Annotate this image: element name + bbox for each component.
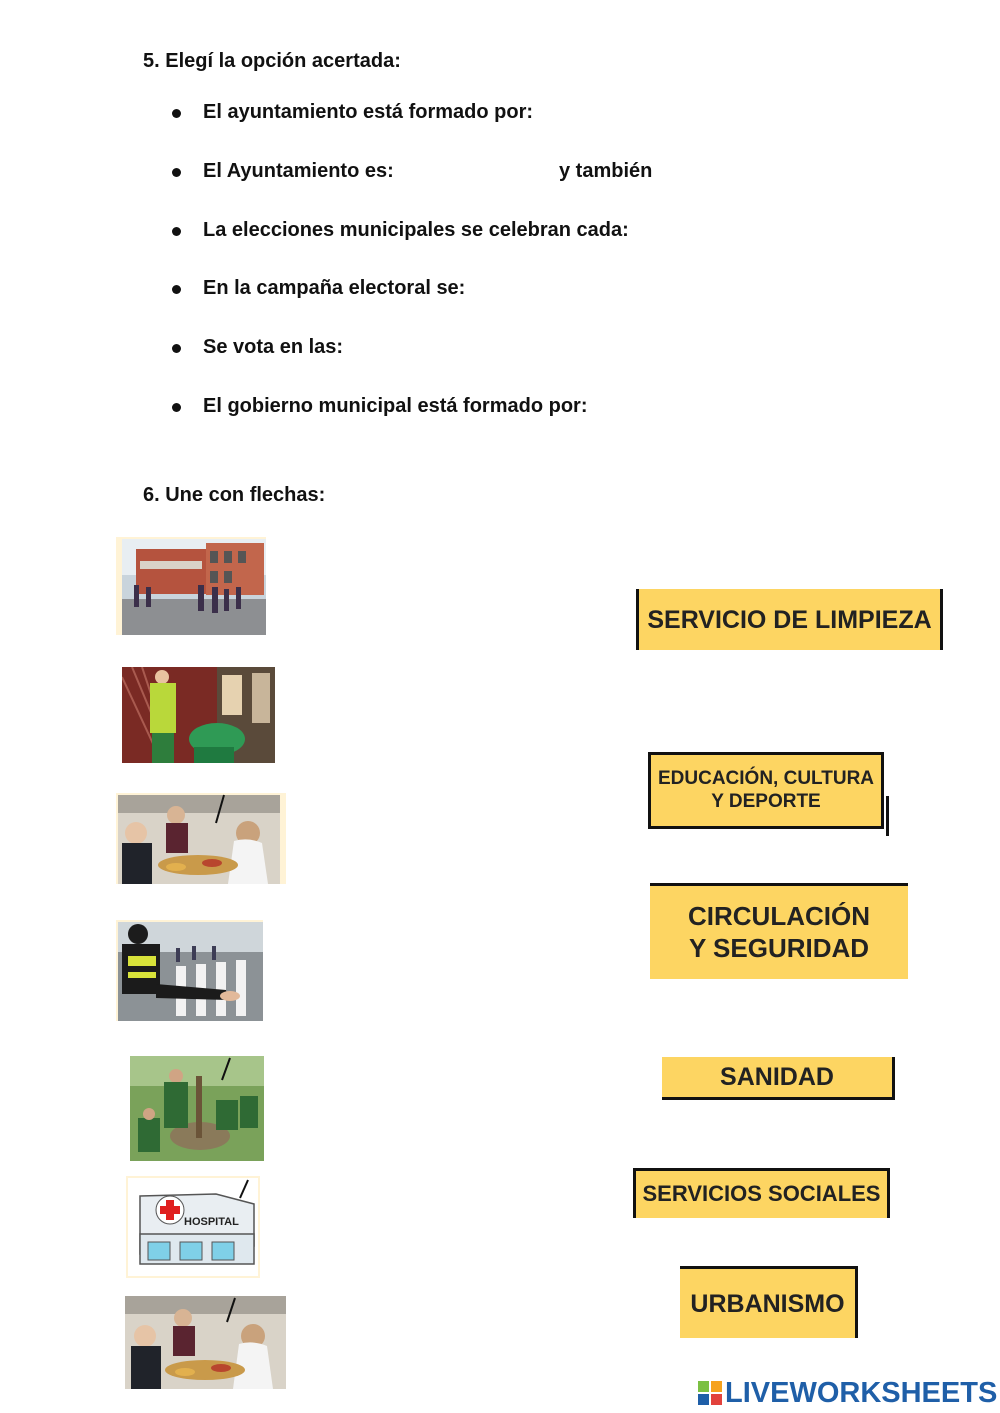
liveworksheets-logo[interactable]	[698, 1378, 997, 1408]
question-text-second: y también	[559, 160, 653, 182]
bullet-icon	[172, 344, 181, 353]
social-dining-photo-2[interactable]	[125, 1296, 286, 1389]
liveworksheets-logo-icon	[698, 1381, 722, 1405]
social-dining-photo[interactable]	[116, 793, 286, 884]
label-text: SERVICIOS SOCIALES	[642, 1181, 881, 1207]
label-text: EDUCACIÓN, CULTURA Y DEPORTE	[657, 767, 875, 812]
bullet-icon	[172, 168, 181, 177]
question-text: El gobierno municipal está formado por:	[203, 395, 588, 417]
label-text: SANIDAD	[720, 1063, 834, 1091]
question-text: El Ayuntamiento es:	[203, 160, 394, 182]
bullet-icon	[172, 285, 181, 294]
label-urbanismo[interactable]	[680, 1266, 858, 1338]
liveworksheets-wordmark: LIVEWORKSHEETS	[725, 1376, 998, 1409]
street-cleaner-photo[interactable]	[122, 667, 275, 763]
school-building-photo[interactable]	[116, 537, 266, 635]
police-traffic-photo[interactable]	[116, 920, 263, 1021]
hospital-drawing[interactable]	[126, 1176, 260, 1278]
label-educacion-cultura-deporte[interactable]	[648, 752, 884, 829]
label-text: CIRCULACIÓN Y SEGURIDAD	[688, 901, 870, 963]
bullet-icon	[172, 227, 181, 236]
hospital-sign-text: HOSPITAL	[184, 1216, 239, 1228]
park-gardeners-photo[interactable]	[130, 1056, 264, 1161]
label-text: SERVICIO DE LIMPIEZA	[647, 605, 932, 634]
bullet-icon	[172, 403, 181, 412]
question-text: Se vota en las:	[203, 336, 344, 358]
question-text: En la campaña electoral se:	[203, 277, 466, 299]
label-divider	[886, 796, 889, 836]
label-text: URBANISMO	[690, 1289, 845, 1318]
section-5-heading: 5. Elegí la opción acertada:	[143, 50, 401, 72]
bullet-icon	[172, 109, 181, 118]
question-text: El ayuntamiento está formado por:	[203, 101, 534, 123]
label-circulacion-seguridad[interactable]	[650, 883, 908, 979]
label-sanidad[interactable]	[662, 1057, 895, 1100]
section-6-heading: 6. Une con flechas:	[143, 484, 326, 506]
question-text: La elecciones municipales se celebran cada:	[203, 219, 629, 241]
label-servicios-sociales[interactable]	[633, 1168, 890, 1218]
label-servicio-de-limpieza[interactable]	[636, 589, 943, 650]
